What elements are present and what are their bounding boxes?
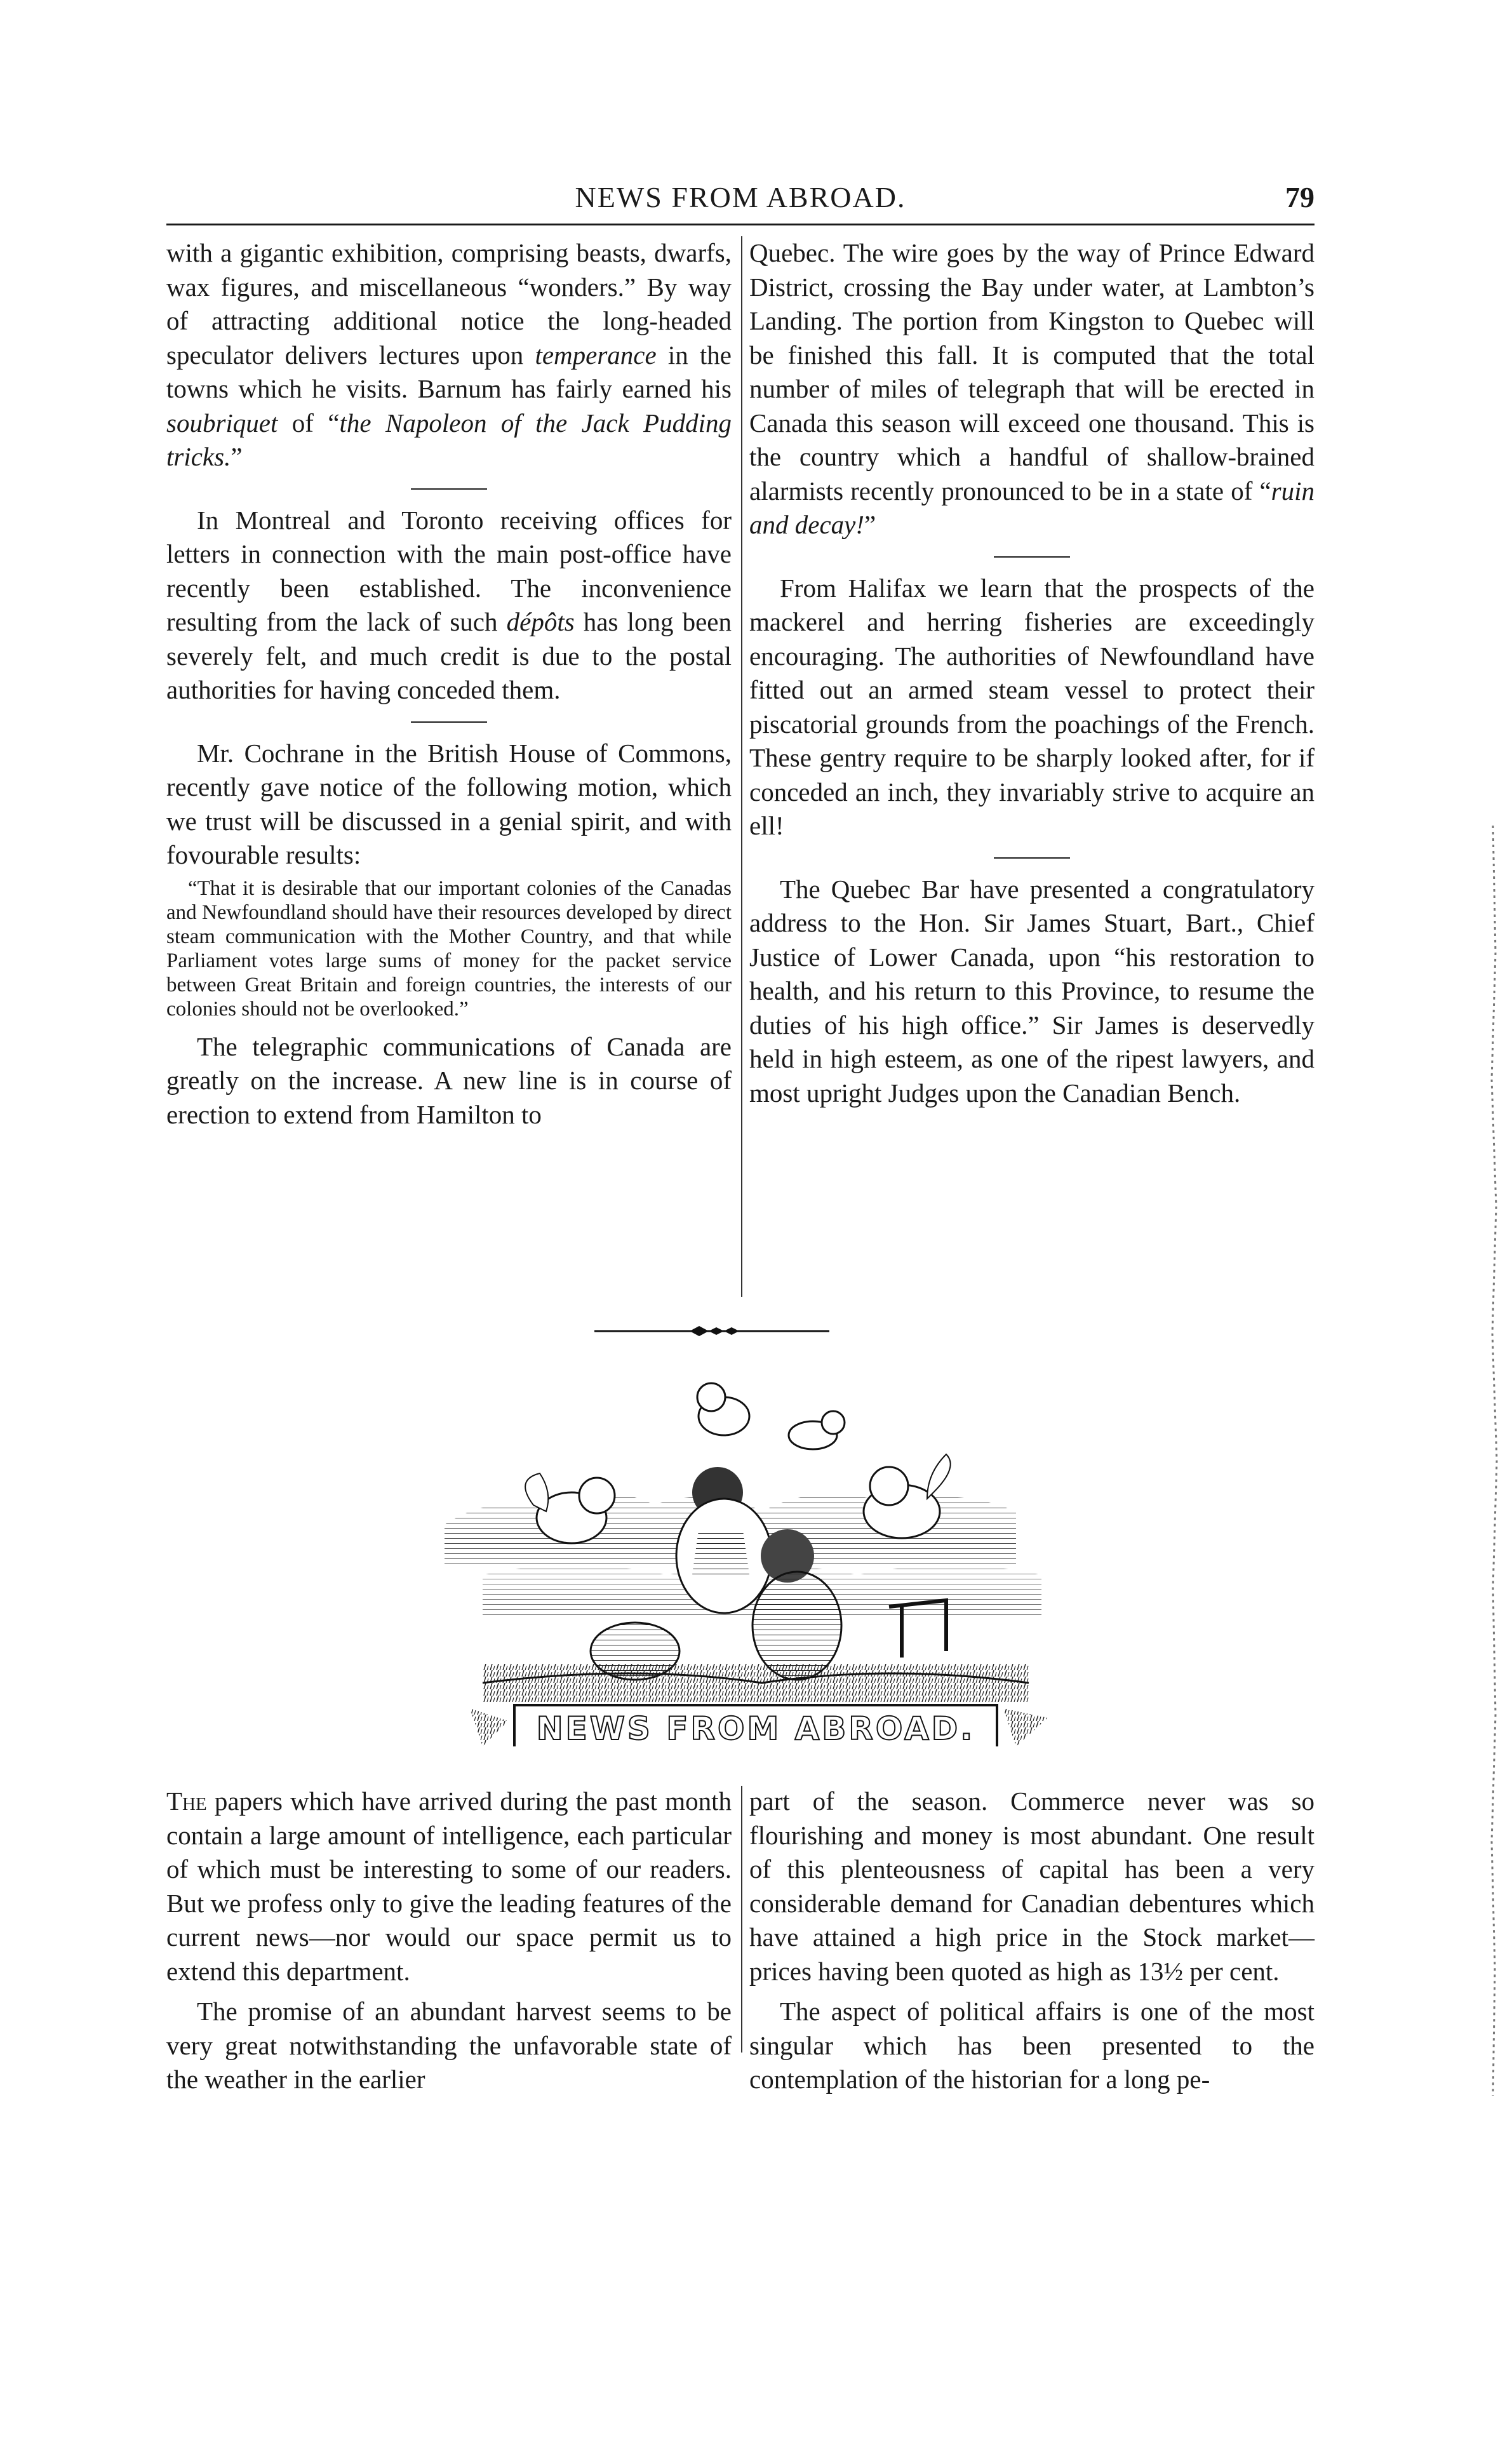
paragraph-harvest: The promise of an abundant harvest seems to be very great notwithstanding the unfavorable state of the weather in the earlier [166,1997,732,2094]
page-number: 79 [1285,181,1315,213]
paragraph-political-affairs: The aspect of political affairs is one of the most singular which has been presented to the contemplation of the historian for a long pe- [749,1997,1315,2094]
lower-column-divider [741,1786,742,2053]
paragraph-barnum: with a gigantic exhibition, comprising beasts, dwarfs, wax figures, and miscellaneous “wonders.” By way of attracting additional notice the long-headed speculator delivers lectures upon temperance in the towns which he visits. Barnum has fairly earned his soubriquet of “the Napoleon of the Jack Pudding tricks.” [166,238,732,471]
upper-left-column [166,236,732,1132]
lower-right-column [749,1785,1315,2097]
paragraph-quebec-bar: The Quebec Bar have presented a congratulatory address to the Hon. Sir James Stuart, Bart., Chief Justice of Lower Canada, upon “his restoration to health, and his return to this Province, to resume the duties of his high office.” Sir James is deservedly held in high esteem, as one of the ripest lawyers, and most upright Judges upon the Canadian Bench. [749,874,1315,1108]
section-separator [411,488,487,490]
paragraph-commerce: part of the season. Commerce never was so flourishing and money is most abundant. One result of this plenteousness of capital has been a very considerable demand for Canadian debentures which have attained a high price in the Stock market—prices having been quoted as high as 13½ per cent. [749,1786,1315,1986]
section-separator [994,857,1070,859]
news-vignette [445,1365,1067,1746]
upper-right-column [749,236,1315,1110]
lower-left-column [166,1785,732,2097]
paragraph-cochrane-motion: Mr. Cochrane in the British House of Commons, recently gave notice of the following motion, which we trust will be discussed in a genial spirit, and with fovourable results: [166,738,732,869]
cherub-illustration [445,1365,1067,1746]
paragraph-telegraph-cont: Quebec. The wire goes by the way of Prince Edward District, crossing the Bay under water, at Lambton’s Landing. The portion from Kingston to Quebec will be finished this fall. It is computed that the total number of miles of telegraph that will be erected in Canada this season will exceed one thousand. This is the country which a handful of shallow-brained alarmists recently pronounced to be in a state of “ruin and decay!” [749,238,1315,539]
running-title: NEWS FROM ABROAD. [575,181,906,213]
ornament-rule [594,1325,829,1337]
section-separator [994,556,1070,558]
paragraph-post-offices: In Montreal and Toronto receiving offices for letters in connection with the main post-office have recently been established. The inconvenience resulting from the lack of such dépôts has long been severely felt, and much credit is due to the postal authorities for having conceded them. [166,505,732,704]
running-header [166,177,1315,221]
section-separator [411,721,487,723]
paragraph-fisheries: From Halifax we learn that the prospects of the mackerel and herring fisheries are exceedingly encouraging. The authorities of Newfoundland have fitted out an armed steam vessel to protect their piscatorial grounds from the poachings of the French. These gentry require to be sharply looked after, for if conceded an inch, they invariably strive to acquire an ell! [749,573,1315,840]
header-rule [166,224,1315,225]
motion-quote: “That it is desirable that our important colonies of the Canadas and Newfoundland should have their resources developed by direct steam communication with the Mother Country, and that while Parliament votes large sums of money for the packet service between Great Britain and foreign countries, the interests of our colonies should not be overlooked.” [166,876,732,1021]
vignette-label: NEWS FROM ABROAD. [536,1710,975,1747]
paragraph-papers: The papers which have arrived during the past month contain a large amount of intelligence, each particular of which must be interesting to some of our readers. But we profess only to give the leading features of the current news—nor would our space permit us to extend this department. [166,1786,732,1986]
paragraph-telegraph: The telegraphic communications of Canada are greatly on the increase. A new line is in course of erection to extend from Hamilton to [166,1031,732,1129]
upper-column-divider [741,236,742,1297]
scan-edge-noise [1474,826,1512,2223]
